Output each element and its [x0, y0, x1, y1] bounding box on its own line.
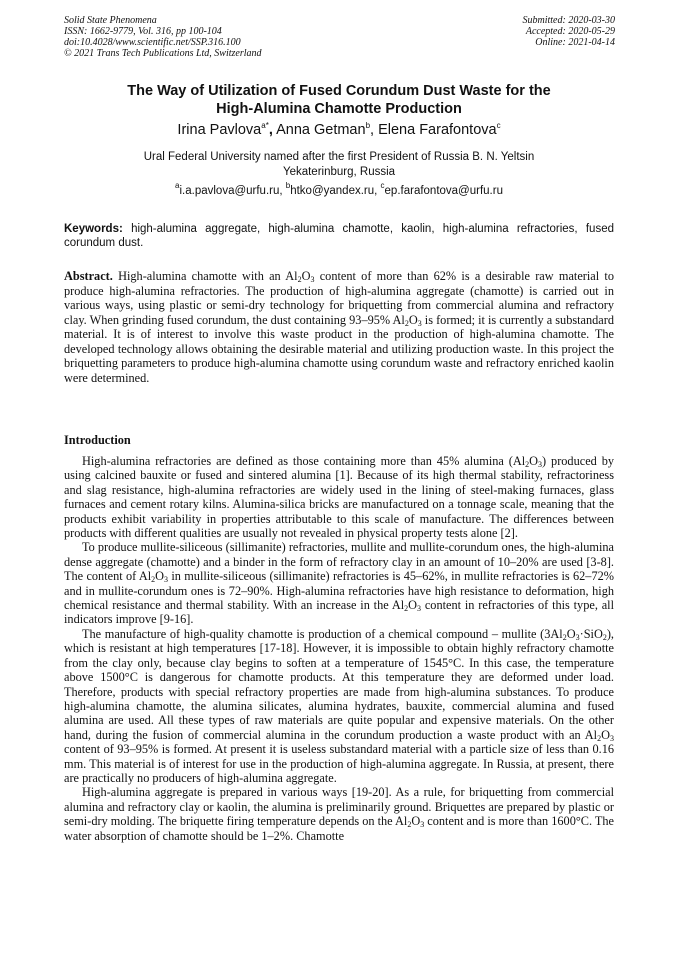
author-name: Anna Getman — [276, 122, 366, 138]
online-date: Online: 2021-04-14 — [535, 37, 615, 48]
journal-header — [64, 15, 262, 59]
title-line-1: The Way of Utilization of Fused Corundum Dust Waste for the — [127, 83, 551, 99]
keywords — [64, 222, 614, 250]
affiliation-line-2: Yekaterinburg, Russia — [282, 166, 396, 178]
abstract: Abstract. High-alumina chamotte with an $Al_2O_3$ content of more than 62% is a desirable raw material to produce high-alumina refractories. The production of high-alumina aggregate (chamotte) is carried out in various ways, using plastic or semi-dry technology for briquetting from commercial alumina and refractory clay. When grinding fused corundum, the dust containing 93–95% $Al_2O_3$ is formed; it is currently a substandard material. It is of interest to involve this waste product in the production of high-alumina chamotte. The developed technology allows obtaining the desirable material and utilizing production waste. In this project the briquetting parameters to produce high-alumina chamotte using corundum waste and refractory enriched kaolin were determined. — [64, 269, 614, 385]
author-affil-mark: c — [496, 121, 501, 130]
email-link[interactable]: htko@yandex.ru — [290, 185, 375, 197]
dates-header — [523, 15, 616, 48]
submitted-date: Submitted: 2020-03-30 — [522, 15, 615, 26]
keywords-label: Keywords: — [64, 223, 123, 235]
copyright-line: © 2021 Trans Tech Publications Ltd, Switzerland — [64, 48, 262, 59]
introduction-body — [64, 454, 614, 843]
author-name: Irina Pavlova — [177, 122, 262, 138]
author-emails: $^a$i.a.pavlova@urfu.ru, $^b$htko@yandex.ru, $^c$ep.farafontova@urfu.ru — [175, 181, 503, 197]
affiliation — [64, 150, 614, 180]
email-mark: a — [175, 181, 180, 190]
section-heading-introduction: Introduction — [64, 433, 131, 447]
issn-line: ISSN: 1662-9779, Vol. 316, pp 100-104 — [64, 26, 222, 37]
paragraph: High-alumina refractories are defined as those containing more than 45% alumina $(Al_2O_3)$ produced by using calcined bauxite or fused and sintered alumina [1]. Because of its high thermal stability, refractoriness and slag resistance, high-alumina refractories are widely used in the lining of steel-making furnaces, glass furnaces and cement rotary kilns. Alumina-silica bricks are manufactured on a tonnage scale, meaning that the products exhibit variability in properties attributable to this scale of manufacture. The differences between products with different qualities are usually not revealed in physical property tests alone [2]. — [64, 454, 614, 541]
paragraph: To produce mullite-siliceous (sillimanite) refractories, mullite and mullite-corundum ones, the high-alumina dense aggregate (chamotte) and a binder in the form of refractory clay in an amount of 10–20% are used [3-8]. The content of $Al_2O_3$ in mullite-siliceous (sillimanite) refractories is 45–62%, in mullite refractories is 62–72% and in mullite-corundum ones is 72–90%. High-alumina refractories have high resistance to deformation, high chemical resistance and thermal stability. With an increase in the $Al_2O_3$ content in refractories of this type, all indicators improve [9-16]. — [64, 540, 614, 627]
title-line-2: High-Alumina Chamotte Production — [216, 101, 462, 117]
abstract-label: Abstract. — [64, 269, 113, 283]
author-name: Elena Farafontova — [378, 122, 497, 138]
paragraph: High-alumina aggregate is prepared in various ways [19-20]. As a rule, for briquetting from commercial alumina and refractory clay or kaolin, the alumina is preliminarily ground. Briquettes are prepared by plastic or semi-dry molding. The briquette firing temperature depends on the $Al_2O_3$ content and is more than 1600°C. The water absorption of chamotte should be 1–2%. Chamotte — [64, 785, 615, 843]
email-mark: c — [380, 181, 385, 190]
accepted-date: Accepted: 2020-05-29 — [525, 26, 615, 37]
author-affil-mark: b — [365, 121, 371, 130]
email-link[interactable]: ep.farafontova@urfu.ru — [384, 185, 503, 197]
paragraph: The manufacture of high-quality chamotte is production of a chemical compound – mullite $(3Al_2O_3\cdot SiO_2)$, which is resistant at high temperatures [17-18]. However, it is impossible to obtain highly refractory chamotte from the clay only, because clay begins to soften at a temperature of 1545°C. In this case, the temperature above 1500°C is dangerous for chamotte products. At this temperature they are deformed under load. Therefore, products with special refractory properties are made from high-alumina substances. To produce high-alumina chamotte, the alumina silicates, alumina hydrates, bauxite, commercial alumina and fused alumina are used. All these types of raw materials are quite popular and expensive materials. On the other hand, during the fusion of commercial alumina in the corundum production a waste product with an $Al_2O_3$ content of 93–95% is formed. At present it is useless substandard material with a particle size of less than 0.16 mm. This material is of interest for use in the production of high-alumina aggregate. In Russia, at present, there are practically no producers of high-alumina aggregate. — [64, 626, 614, 785]
email-mark: b — [285, 181, 291, 190]
paper-title — [64, 82, 614, 118]
doi-line[interactable]: doi:10.4028/www.scientific.net/SSP.316.100 — [64, 37, 241, 48]
author-affil-mark: a* — [261, 121, 269, 130]
affiliation-line-1: Ural Federal University named after the first President of Russia B. N. Yeltsin — [143, 151, 535, 163]
keywords-text: high-alumina aggregate, high-alumina chamotte, kaolin, high-alumina refractories, fused corundum dust. — [64, 223, 614, 249]
journal-name: Solid State Phenomena — [64, 15, 157, 26]
author-list: Irina Pavlova$^{a*}$, Anna Getman$^b$, Elena Farafontova$^c$ — [177, 121, 501, 138]
email-link[interactable]: i.a.pavlova@urfu.ru — [179, 185, 280, 197]
